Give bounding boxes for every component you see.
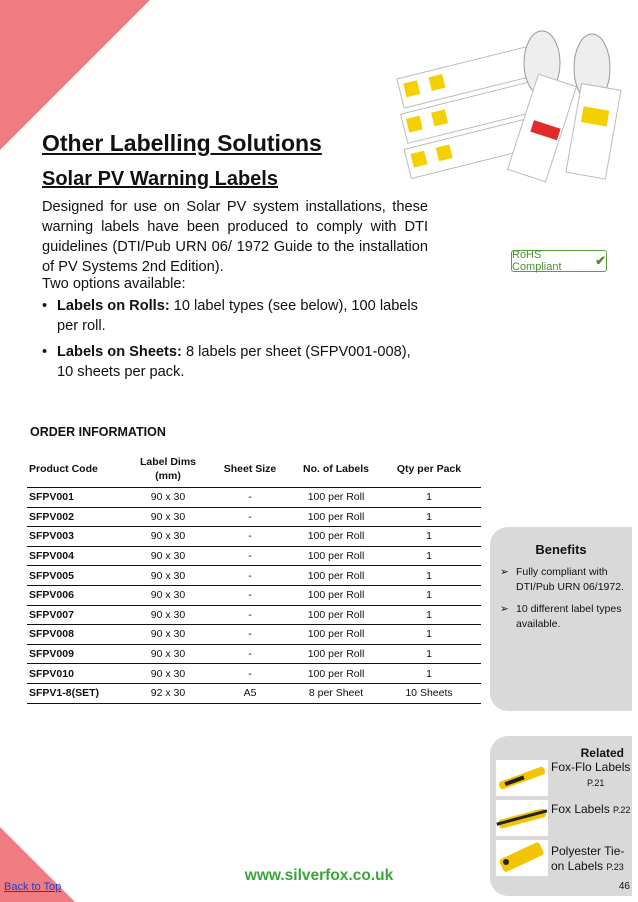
related-item-name: Polyester Tie-on Labels	[551, 844, 625, 873]
fox-flo-label-photo	[496, 760, 548, 796]
rohs-label: RoHS Compliant	[512, 249, 562, 273]
related-title: Related	[580, 746, 624, 760]
table-row	[27, 683, 481, 703]
table-cell: 90 x 30	[131, 585, 205, 605]
table-cell: 90 x 30	[131, 625, 205, 645]
table-row	[27, 566, 481, 586]
table-cell: -	[205, 566, 295, 586]
table-cell: 1	[377, 664, 481, 684]
bullet-icon: •	[42, 298, 48, 314]
intro-paragraph: Designed for use on Solar PV system installations, these warning labels have been produced to comply with DTI guidelines (DTI/Pub URN 06/ 1972 Guide to the installation of PV Systems 2nd Edition).	[42, 199, 428, 275]
table-cell: 100 per Roll	[295, 644, 377, 664]
table-row	[27, 644, 481, 664]
back-to-top-link[interactable]: Back to Top	[4, 881, 62, 893]
table-cell: -	[205, 507, 295, 527]
website-link[interactable]: www.silverfox.co.uk	[244, 867, 394, 884]
table-cell: SFPV1-8(SET)	[27, 683, 131, 703]
table-cell: 90 x 30	[131, 527, 205, 547]
table-cell: SFPV003	[27, 527, 131, 547]
table-cell: 100 per Roll	[295, 527, 377, 547]
table-cell: A5	[205, 683, 295, 703]
table-row	[27, 625, 481, 645]
table-cell: 1	[377, 527, 481, 547]
table-cell: 1	[377, 644, 481, 664]
related-item-name: Fox Labels	[551, 802, 610, 816]
benefit-text: 10 different label types available.	[516, 603, 622, 630]
table-cell: 90 x 30	[131, 507, 205, 527]
rohs-badge	[511, 250, 607, 272]
order-table-body	[27, 488, 481, 704]
arrow-bullet-icon: ➢	[500, 603, 509, 615]
table-header-row	[27, 451, 481, 488]
table-cell: 90 x 30	[131, 605, 205, 625]
related-item-page: P.21	[587, 778, 605, 788]
table-cell: SFPV008	[27, 625, 131, 645]
arrow-bullet-icon: ➢	[500, 566, 509, 578]
table-cell: 90 x 30	[131, 566, 205, 586]
page-title: Other Labelling Solutions	[42, 130, 322, 156]
benefits-panel	[490, 527, 632, 711]
related-item-page: P.23	[606, 862, 624, 872]
table-cell: SFPV005	[27, 566, 131, 586]
table-row	[27, 546, 481, 566]
column-header: Sheet Size	[205, 451, 295, 488]
table-cell: 1	[377, 585, 481, 605]
table-cell: 90 x 30	[131, 664, 205, 684]
column-header: Label Dims (mm)	[131, 451, 205, 488]
table-cell: -	[205, 625, 295, 645]
table-row	[27, 527, 481, 547]
benefits-list	[490, 565, 632, 632]
table-cell: 100 per Roll	[295, 546, 377, 566]
option-title: Labels on Sheets:	[57, 344, 182, 360]
benefit-text: Fully compliant with DTI/Pub URN 06/1972.	[516, 566, 624, 593]
table-cell: SFPV006	[27, 585, 131, 605]
order-table	[27, 451, 481, 704]
table-cell: 1	[377, 507, 481, 527]
option-item	[42, 296, 428, 336]
table-cell: 1	[377, 605, 481, 625]
fox-label-photo	[496, 800, 548, 836]
table-cell: SFPV010	[27, 664, 131, 684]
table-cell: SFPV007	[27, 605, 131, 625]
bullet-icon: •	[42, 344, 48, 360]
table-cell: -	[205, 585, 295, 605]
options-list	[42, 296, 428, 388]
table-cell: SFPV002	[27, 507, 131, 527]
table-cell: -	[205, 488, 295, 508]
options-intro: Two options available:	[42, 276, 186, 292]
check-icon: ✔	[595, 253, 606, 268]
column-header: No. of Labels	[295, 451, 377, 488]
benefit-item	[500, 602, 626, 632]
column-header: Product Code	[27, 451, 131, 488]
table-row	[27, 605, 481, 625]
table-cell: 100 per Roll	[295, 507, 377, 527]
option-text: 10 label types (see below), 100 labels per roll.	[57, 298, 418, 334]
table-cell: 100 per Roll	[295, 664, 377, 684]
table-cell: -	[205, 644, 295, 664]
table-cell: 100 per Roll	[295, 566, 377, 586]
page-number: 46	[618, 881, 630, 892]
option-item	[42, 342, 428, 382]
benefit-item	[500, 565, 626, 595]
table-cell: 8 per Sheet	[295, 683, 377, 703]
table-cell: 10 Sheets	[377, 683, 481, 703]
table-row	[27, 507, 481, 527]
table-cell: SFPV004	[27, 546, 131, 566]
table-cell: 1	[377, 625, 481, 645]
table-cell: 90 x 30	[131, 546, 205, 566]
table-cell: 90 x 30	[131, 644, 205, 664]
table-row	[27, 585, 481, 605]
table-cell: 90 x 30	[131, 488, 205, 508]
product-photo	[392, 28, 624, 186]
table-cell: 100 per Roll	[295, 625, 377, 645]
column-header: Qty per Pack	[377, 451, 481, 488]
table-cell: SFPV009	[27, 644, 131, 664]
related-item-name: Fox-Flo Labels	[551, 760, 631, 774]
benefits-title: Benefits	[535, 542, 587, 557]
table-cell: SFPV001	[27, 488, 131, 508]
table-cell: -	[205, 546, 295, 566]
table-cell: 100 per Roll	[295, 488, 377, 508]
corner-decoration-top	[0, 0, 150, 150]
table-cell: 100 per Roll	[295, 585, 377, 605]
table-cell: 100 per Roll	[295, 605, 377, 625]
order-information-title: ORDER INFORMATION	[30, 425, 166, 439]
table-cell: 1	[377, 566, 481, 586]
table-cell: -	[205, 605, 295, 625]
section-title: Solar PV Warning Labels	[42, 168, 278, 190]
table-cell: 1	[377, 488, 481, 508]
option-text: 8 labels per sheet (SFPV001-008), 10 sheets per pack.	[57, 344, 411, 380]
table-cell: -	[205, 664, 295, 684]
table-row	[27, 664, 481, 684]
related-item-page: P.22	[613, 805, 631, 815]
option-title: Labels on Rolls:	[57, 298, 170, 314]
table-cell: -	[205, 527, 295, 547]
table-cell: 92 x 30	[131, 683, 205, 703]
table-cell: 1	[377, 546, 481, 566]
table-row	[27, 488, 481, 508]
